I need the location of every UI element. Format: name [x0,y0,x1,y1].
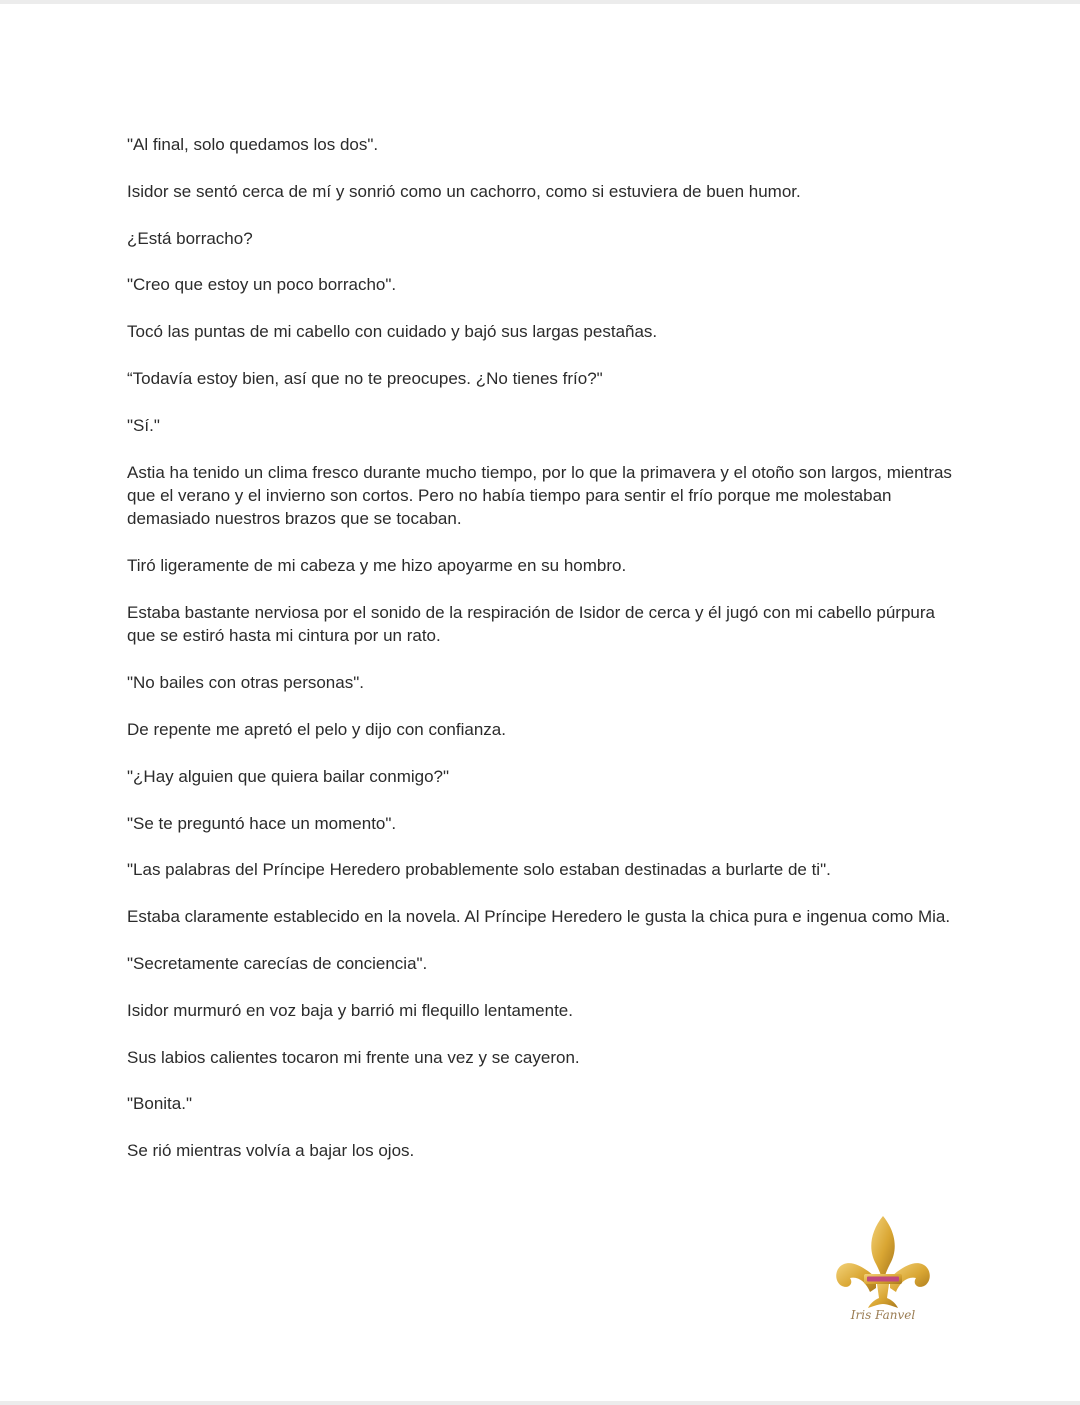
paragraph: "No bailes con otras personas". [127,673,364,693]
paragraph: Astia ha tenido un clima fresco durante mucho tiempo, por lo que la primavera y el otoño son largos, mientras que el verano y el invierno son cortos. Pero no había tiempo para sentir el frío porque me molestaban demasiado nuestros brazos que se tocaban. [127,462,952,529]
paragraph: "Bonita." [127,1094,192,1114]
paragraph: Estaba bastante nerviosa por el sonido de la respiración de Isidor de cerca y él jugó con mi cabello púrpura que se estiró hasta mi cintura por un rato. [127,602,935,646]
document-page [0,4,1080,1401]
paragraph: Tiró ligeramente de mi cabeza y me hizo apoyarme en su hombro. [127,556,627,576]
paragraph: Estaba claramente establecido en la novela. Al Príncipe Heredero le gusta la chica pura e ingenua como Mia. [127,907,951,927]
paragraph: Tocó las puntas de mi cabello con cuidado y bajó sus largas pestañas. [127,322,658,342]
signature-text: Iris Fanvel [850,1308,916,1322]
paragraph: Isidor se sentó cerca de mí y sonrió como un cachorro, como si estuviera de buen humor. [127,181,801,201]
paragraph: De repente me apretó el pelo y dijo con confianza. [127,719,506,739]
paragraph: “Todavía estoy bien, así que no te preocupes. ¿No tienes frío?" [127,368,603,388]
paragraph: "Al final, solo quedamos los dos". [127,135,379,154]
document-body [127,133,957,1186]
paragraph: "¿Hay alguien que quiera bailar conmigo?" [127,766,450,786]
paragraph: "Secretamente carecías de conciencia". [127,953,428,973]
watermark-logo [828,1212,938,1337]
paragraph: Isidor murmuró en voz baja y barrió mi flequillo lentamente. [127,1000,573,1020]
paragraph: Se rió mientras volvía a bajar los ojos. [127,1141,415,1161]
paragraph: Sus labios calientes tocaron mi frente una vez y se cayeron. [127,1047,580,1067]
paragraph: "Se te preguntó hace un momento". [127,813,397,833]
paragraph: "Las palabras del Príncipe Heredero probablemente solo estaban destinadas a burlarte de ti". [127,860,831,880]
paragraph: ¿Está borracho? [127,228,253,248]
paragraph: "Creo que estoy un poco borracho". [127,275,397,295]
paragraph: "Sí." [127,415,160,435]
